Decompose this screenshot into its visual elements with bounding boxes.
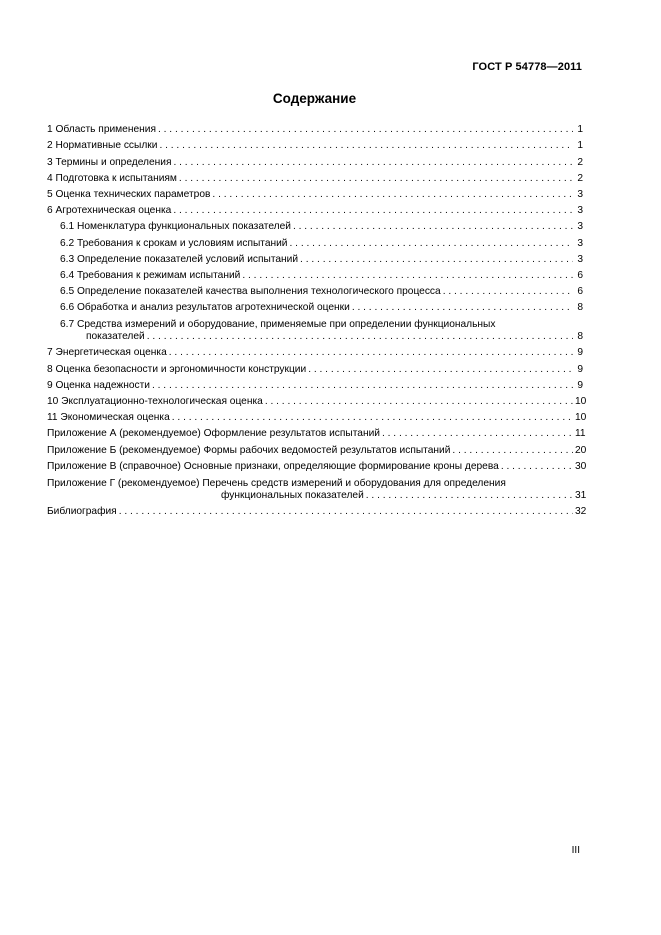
toc-appendix[interactable]: Приложение А (рекомендуемое) Оформление результатов испытаний . . . 11 xyxy=(47,424,583,440)
toc-appendix[interactable]: Приложение Б (рекомендуемое) Формы рабочих ведомостей результатов испытаний . . . 20 xyxy=(47,440,583,456)
toc-entry[interactable]: 9 Оценка надежности . . . 9 xyxy=(47,376,583,392)
toc-subentry[interactable]: 6.6 Обработка и анализ результатов агротехнической оценки . . . 8 xyxy=(47,298,583,314)
toc-subentry[interactable]: 6.4 Требования к режимам испытаний . . . 6 xyxy=(47,266,583,282)
toc-bibliography[interactable]: Библиография . . . 32 xyxy=(47,502,583,518)
toc-subentry-multiline[interactable]: 6.7 Средства измерений и оборудование, применяемые при определении функциональных показателей . . . 8 xyxy=(47,314,583,343)
table-of-contents xyxy=(47,120,587,518)
toc-entry[interactable]: 11 Экономическая оценка . . . 10 xyxy=(47,408,583,424)
toc-entry[interactable]: 2 Нормативные ссылки . . . 1 xyxy=(47,136,583,152)
toc-entry[interactable]: 5 Оценка технических параметров . . . 3 xyxy=(47,185,583,201)
standard-code: ГОСТ Р 54778—2011 xyxy=(472,61,582,73)
toc-title: Содержание xyxy=(272,91,357,106)
toc-subentry[interactable]: 6.3 Определение показателей условий испытаний . . . 3 xyxy=(47,250,583,266)
toc-entry[interactable]: 6 Агротехническая оценка . . . 3 xyxy=(47,201,583,217)
toc-appendix[interactable]: Приложение В (справочное) Основные признаки, определяющие формирование кроны дерева . . . 30 xyxy=(47,457,583,473)
toc-appendix-multiline[interactable]: Приложение Г (рекомендуемое) Перечень средств измерений и оборудования для определения функциональных показателей . . . 31 xyxy=(47,473,583,502)
toc-subentry[interactable]: 6.5 Определение показателей качества выполнения технологического процесса . . . 6 xyxy=(47,282,583,298)
toc-entry[interactable]: 8 Оценка безопасности и эргономичности конструкции . . . 9 xyxy=(47,359,583,375)
toc-entry[interactable]: 7 Энергетическая оценка . . . 9 xyxy=(47,343,583,359)
toc-entry[interactable]: 3 Термины и определения . . . 2 xyxy=(47,152,583,168)
page-number: III xyxy=(571,845,580,856)
toc-subentry[interactable]: 6.1 Номенклатура функциональных показателей . . . 3 xyxy=(47,217,583,233)
toc-entry[interactable]: 1 Область применения . . . 1 xyxy=(47,120,583,136)
toc-entry[interactable]: 10 Эксплуатационно-технологическая оценка . . . 10 xyxy=(47,392,583,408)
toc-subentry[interactable]: 6.2 Требования к срокам и условиям испытаний . . . 3 xyxy=(47,233,583,249)
toc-entry[interactable]: 4 Подготовка к испытаниям . . . 2 xyxy=(47,169,583,185)
